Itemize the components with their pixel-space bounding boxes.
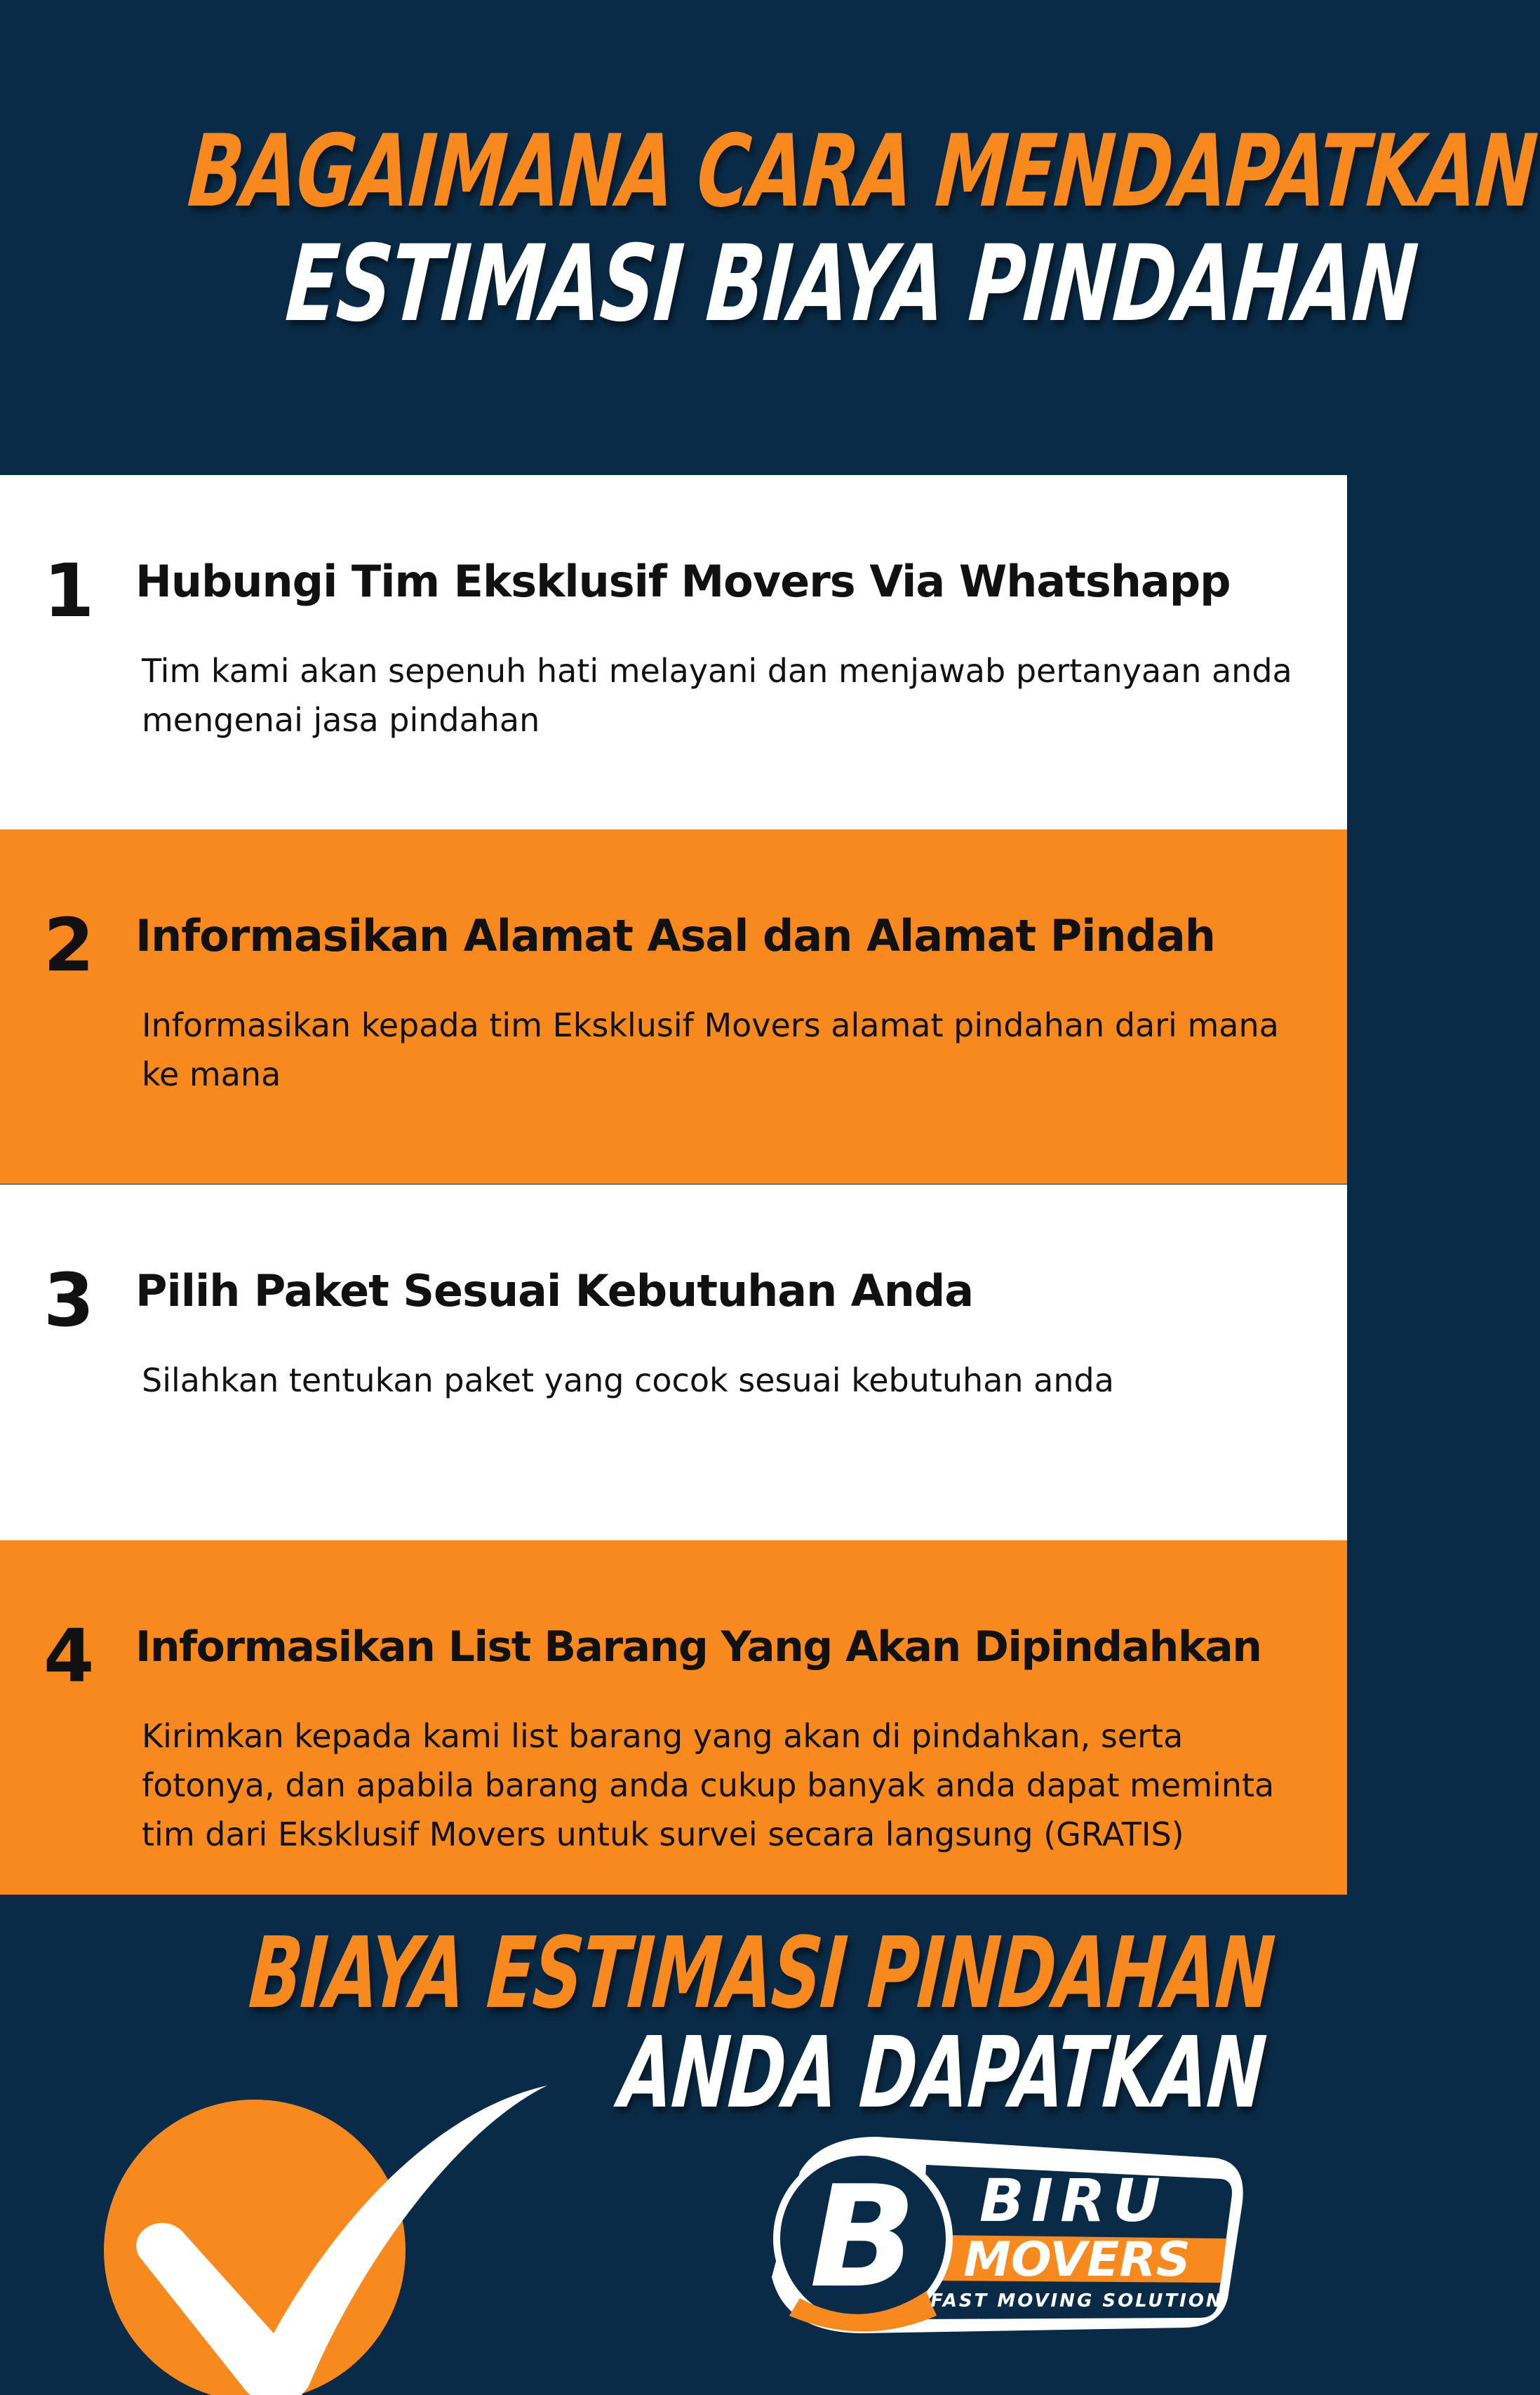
- step-title: Hubungi Tim Eksklusif Movers Via Whatshapp: [135, 556, 1231, 607]
- step-number: 3: [43, 1257, 95, 1343]
- step-title: Informasikan Alamat Asal dan Alamat Pindah: [135, 910, 1215, 961]
- step-description: Silahkan tentukan paket yang cocok sesuai kebutuhan anda: [142, 1361, 1114, 1399]
- logo-letter: B: [809, 2156, 917, 2319]
- step-2-section: [0, 829, 1347, 1184]
- checkmark-circle-icon: [98, 2021, 561, 2372]
- step-number: 1: [43, 548, 95, 634]
- headline-line-2: ESTIMASI BIAYA PINDAHAN: [282, 223, 1421, 345]
- step-description: Tim kami akan sepenuh hati melayani dan menjawab pertanyaan anda mengenai jasa pindahan: [142, 652, 1292, 739]
- logo-name-top: BIRU: [979, 2166, 1168, 2235]
- step-title: Pilih Paket Sesuai Kebutuhan Anda: [135, 1265, 974, 1316]
- footer-banner: [0, 1895, 1347, 2395]
- headline-line-1: BAGAIMANA CARA MENDAPATKAN: [185, 114, 1540, 229]
- step-title: Informasikan List Barang Yang Akan Dipindahkan: [135, 1622, 1261, 1672]
- step-description: Informasikan kepada tim Eksklusif Movers alamat pindahan dari mana ke mana: [142, 1006, 1279, 1093]
- step-description: Kirimkan kepada kami list barang yang akan di pindahkan, serta fotonya, dan apabila barang anda cukup banyak anda dapat meminta tim dari Eksklusif Movers untuk survei secara langsung (GRATIS): [142, 1717, 1275, 1853]
- header-banner: [0, 0, 1540, 475]
- step-3-section: [0, 1185, 1347, 1540]
- biru-movers-logo: [758, 2123, 1263, 2354]
- logo-name-bottom: MOVERS: [963, 2232, 1191, 2288]
- footer-headline-line-1: BIAYA ESTIMASI PINDAHAN: [246, 1916, 1278, 2031]
- logo-tagline: FAST MOVING SOLUTION: [930, 2290, 1224, 2311]
- step-1-section: [0, 475, 1347, 829]
- footer-headline-line-2: ANDA DAPATKAN: [616, 2016, 1269, 2130]
- step-4-section: [0, 1540, 1347, 1895]
- step-number: 2: [43, 902, 95, 988]
- step-number: 4: [43, 1613, 95, 1699]
